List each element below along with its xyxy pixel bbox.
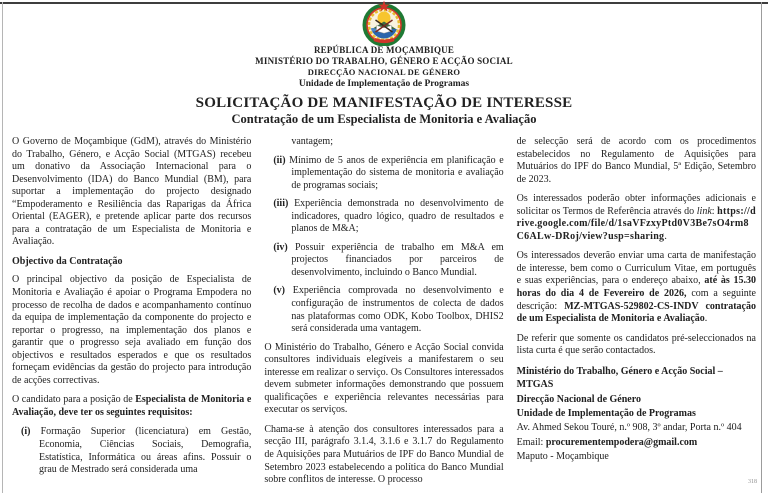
list-marker: (iii) — [273, 198, 289, 210]
requirement-v — [264, 285, 503, 335]
mozambique-coat-of-arms-icon — [355, 0, 413, 46]
list-marker: (i) — [21, 426, 31, 438]
text-run: Email: — [516, 436, 546, 448]
terms-of-reference-paragraph — [517, 193, 756, 243]
document-header — [0, 45, 768, 89]
text-run: . — [664, 230, 667, 242]
text-run: Experiência demonstrada no desenvolvimento de indicadores, quadro lógico, quadro de resultados e planos de M&A; — [291, 198, 504, 235]
list-marker: (iv) — [273, 241, 288, 253]
address-city — [517, 450, 756, 463]
address-street — [517, 421, 756, 434]
address-unit — [517, 407, 756, 420]
text-run: Os interessados deverão enviar uma carta de manifestação de interesse, bem como o Curriculum Vitae, em português e suas experiências, para o endereço abaixo, — [516, 250, 756, 287]
address-directorate — [517, 393, 756, 406]
column-1 — [12, 136, 251, 493]
page-number: 318 — [748, 479, 757, 485]
text-run: Os interessados poderão obter informações adicionais e solicitar os Termos de Referência através do — [516, 193, 756, 217]
section-heading-objective — [12, 256, 251, 269]
objective-paragraph — [12, 274, 251, 387]
submission-paragraph — [517, 250, 756, 325]
header-unit: Unidade de Implementação de Programas — [298, 79, 470, 89]
text-run: Especialista de Monitoria e Avaliação, deve ter os seguintes requisitos: — [12, 394, 252, 418]
selection-paragraph — [517, 136, 756, 186]
text-run: Formação Superior (licenciatura) em Gestão, Economia, Ciências Sociais, Demografia, Estatística, Informática ou áreas afins. Possuir o grau de Mestrado será considerada uma — [39, 426, 252, 476]
text-run: Objectivo da Contratação — [12, 255, 123, 267]
text-run: até às 15.30 horas do dia 4 de Fevereiro de 2026, — [516, 275, 756, 300]
list-marker: (v) — [273, 285, 285, 297]
invitation-paragraph — [264, 342, 503, 417]
text-run: vantagem; — [291, 136, 333, 147]
text-run: O Ministério do Trabalho, Género e Acção Social convida consultores individuais elegíveis a manifestarem o seu interesse em realizar o serviço. Os Consultores interessados devem submeter informações demonstrando que possuem qualificações e experiência relevantes necessárias para executar os serviços. — [264, 341, 504, 416]
header-ministry: MINISTÉRIO DO TRABALHO, GÉNERO E ACÇÃO SOCIAL — [255, 56, 513, 66]
shortlist-paragraph — [517, 333, 756, 358]
requirement-iv — [264, 242, 503, 280]
text-run: Unidade de Implementação de Programas — [516, 407, 696, 419]
text-run: Direcção Nacional de Género — [516, 393, 641, 405]
requirement-i — [12, 426, 251, 476]
text-run: Mínimo de 5 anos de experiência em planificação e implementação do sistema de monitoria e avaliação de programas sociais; — [289, 154, 504, 191]
column-3 — [517, 136, 756, 493]
header-republic: REPÚBLICA DE MOÇAMBIQUE — [313, 45, 455, 55]
column-2 — [264, 136, 503, 493]
text-run: Possuir experiência de trabalho em M&A em projectos financiados por parceiros de desenvolvimento, incluindo o Banco Mundial. — [291, 241, 504, 278]
requirement-ii — [264, 155, 503, 193]
terms-link: https://drive.google.com/file/d/1saVFzxyPtd0V3Be7sO4rm8C6ALw-DRoj/view?usp=sharing — [516, 205, 756, 242]
text-run: O Governo de Moçambique (GdM), através do Ministério do Trabalho, Género, e Acção Social (MTGAS) recebeu um donativo da Associação Internacional para o Desenvolvimento (IDA) do Banco Mundial (BM), para suportar a implementação do projecto designado “Empoderamento e Resiliência das Raparigas da África Oriental (EAGER), e pretende aplicar parte dos recursos para a contratação de um Especialista de Monitoria e Avaliação. — [12, 136, 252, 248]
text-run: Experiência comprovada no desenvolvimento e configuração de instrumentos de colecta de dados nas plataformas como ODK, Kobo Toolbox, DHIS2 será considerada uma vantagem. — [291, 285, 504, 335]
header-directorate: DIRECÇÃO NACIONAL DE GÉNERO — [307, 67, 461, 77]
text-run: link — [696, 205, 712, 217]
address-ministry — [517, 365, 756, 392]
list-marker: (ii) — [273, 154, 286, 166]
text-run: Ministério do Trabalho, Género e Acção Social – MTGAS — [516, 365, 723, 391]
address-email — [517, 436, 756, 449]
text-run: Maputo - Moçambique — [516, 451, 609, 463]
text-run: O principal objectivo da posição de Especialista de Monitoria e Avaliação é apoiar o Programa Empodera no processo de recolha de dados e acompanhamento contínuo da equipa de implementação da componente do projecto e reportar o progresso, na implementação dos planos e garantir que o progresso seja avaliado em função dos objectivos e resultados esperados e que os resultados forneçam evidências da gestão do projecto para introdução de acções correctivas. — [12, 274, 252, 386]
content-columns — [12, 136, 756, 493]
text-run: MZ-MTGAS-529802-CS-INDV contratação de um Especialista de Monitoria e Avaliação — [516, 300, 756, 325]
text-run: Av. Ahmed Sekou Touré, n.º 908, 3º andar, Porta n.º 404 — [516, 422, 742, 434]
document-subtitle: Contratação de um Especialista de Monitoria e Avaliação — [231, 112, 537, 126]
text-run: De referir que somente os candidatos pré-seleccionados na lista curta é que serão contactados. — [516, 332, 756, 357]
text-run: : — [711, 205, 718, 217]
text-run: Chama-se à atenção dos consultores interessados para a secção III, parágrafo 3.1.4, 3.1.6 e 3.1.7 do Regulamento de Aquisições para Mutuários de IPF do Banco Mundial de Setembro 2023 estabelecendo a política do Banco Mundial sobre conflitos de interesse. O processo — [264, 423, 504, 486]
text-run: de selecção será de acordo com os procedimentos estabelecidos no Regulamento de Aquisições para Mutuários do IPF do Banco Mundial, 5ª Edição, Setembro de 2023. — [516, 136, 756, 185]
requirements-intro — [12, 394, 251, 419]
document-title: SOLICITAÇÃO DE MANIFESTAÇÃO DE INTERESSE — [195, 95, 573, 111]
text-run: . — [704, 313, 708, 325]
intro-paragraph — [12, 136, 251, 249]
text-run: com a seguinte descrição: — [516, 288, 756, 312]
requirement-iii — [264, 198, 503, 236]
contact-email: procurementempodera@gmail.com — [545, 436, 698, 448]
requirement-i-continuation — [264, 136, 503, 149]
regulation-paragraph — [264, 424, 503, 487]
text-run: O candidato para a posição de — [12, 394, 136, 406]
